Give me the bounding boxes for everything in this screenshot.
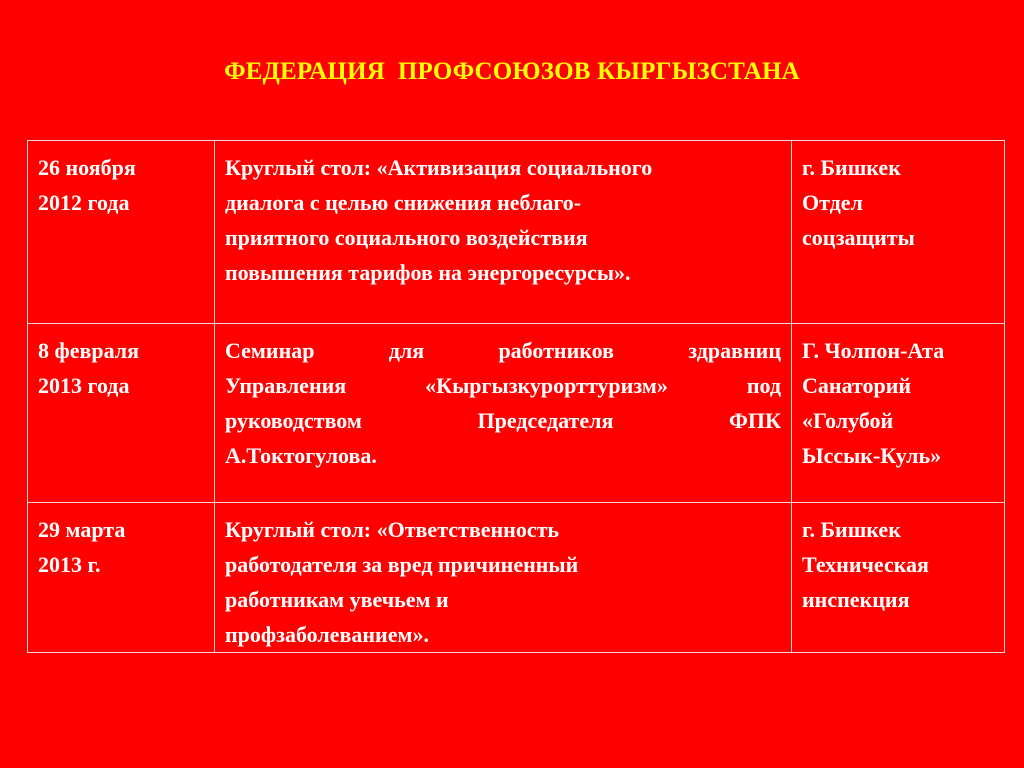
description-line: А.Токтогулова. bbox=[225, 443, 377, 468]
date-line: 2013 года bbox=[38, 373, 130, 398]
description-line: работникам увечьем и bbox=[225, 587, 449, 612]
place-cell bbox=[792, 503, 1005, 653]
place-line: Техническая bbox=[802, 552, 929, 577]
date-cell bbox=[28, 324, 215, 503]
place-cell bbox=[792, 141, 1005, 324]
place-line: Санаторий bbox=[802, 373, 912, 398]
page-title: ФЕДЕРАЦИЯ ПРОФСОЮЗОВ КЫРГЫЗСТАНА bbox=[224, 58, 800, 85]
description-cell bbox=[215, 141, 792, 324]
place-line: Отдел bbox=[802, 190, 863, 215]
date-line: 26 ноября bbox=[38, 155, 136, 180]
date-line: 2012 года bbox=[38, 190, 130, 215]
table-row bbox=[28, 324, 1005, 503]
description-line: профзаболеванием». bbox=[225, 622, 429, 647]
description-cell bbox=[215, 324, 792, 503]
place-line: «Голубой bbox=[802, 408, 894, 433]
table-row bbox=[28, 503, 1005, 653]
events-table bbox=[27, 140, 1005, 653]
date-line: 2013 г. bbox=[38, 552, 101, 577]
place-line: соцзащиты bbox=[802, 225, 915, 250]
description-line: приятного социального воздействия bbox=[225, 225, 588, 250]
place-line: инспекция bbox=[802, 587, 910, 612]
description-line: работодателя за вред причиненный bbox=[225, 552, 579, 577]
description-line: Круглый стол: «Активизация социального bbox=[225, 155, 653, 180]
description-line: повышения тарифов на энергоресурсы». bbox=[225, 260, 631, 285]
date-line: 8 февраля bbox=[38, 338, 140, 363]
place-cell bbox=[792, 324, 1005, 503]
place-line: г. Бишкек bbox=[802, 517, 901, 542]
description-line: диалога с целью снижения неблаго- bbox=[225, 190, 582, 215]
place-line: Г. Чолпон-Ата bbox=[802, 338, 945, 363]
description-line: Семинар для работников здравниц bbox=[225, 338, 781, 363]
description-line: Круглый стол: «Ответственность bbox=[225, 517, 560, 542]
table-row bbox=[28, 141, 1005, 324]
description-line: руководством Председателя ФПК bbox=[225, 408, 781, 433]
description-cell bbox=[215, 503, 792, 653]
place-line: Ыссык-Куль» bbox=[802, 443, 942, 468]
date-cell bbox=[28, 503, 215, 653]
description-line: Управления «Кыргызкурорттуризм» под bbox=[225, 373, 781, 398]
date-line: 29 марта bbox=[38, 517, 126, 542]
date-cell bbox=[28, 141, 215, 324]
place-line: г. Бишкек bbox=[802, 155, 901, 180]
